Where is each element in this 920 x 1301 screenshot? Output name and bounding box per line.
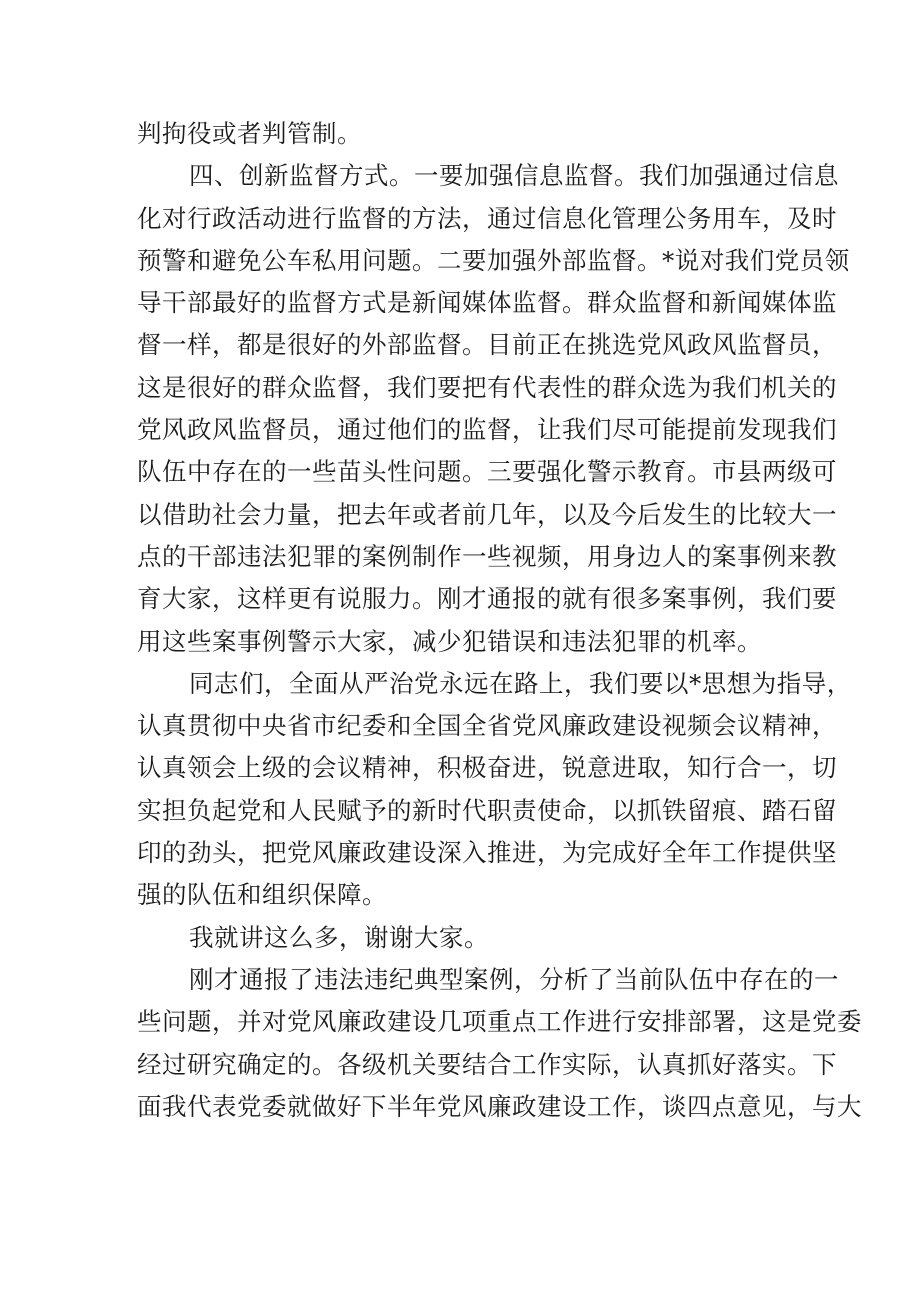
text-line: 化对行政活动进行监督的方法，通过信息化管理公务用车，及时 bbox=[137, 203, 837, 233]
text-line: 以借助社会力量，把去年或者前几年，以及今后发生的比较大一 bbox=[137, 499, 837, 529]
text-line: 党风政风监督员，通过他们的监督，让我们尽可能提前发现我们 bbox=[137, 415, 837, 445]
text-line: 认真领会上级的会议精神，积极奋进，锐意进取，知行合一，切 bbox=[137, 753, 837, 783]
text-line: 导干部最好的监督方式是新闻媒体监督。群众监督和新闻媒体监 bbox=[137, 288, 837, 318]
paragraph-comrades bbox=[137, 663, 852, 917]
text-line: 点的干部违法犯罪的案例制作一些视频，用身边人的案事例来教 bbox=[137, 541, 837, 571]
text-line: 经过研究确定的。各级机关要结合工作实际，认真抓好落实。下 bbox=[137, 1049, 837, 1079]
text-line: 用这些案事例警示大家，减少犯错误和违法犯罪的机率。 bbox=[137, 626, 762, 656]
text-line: 面我代表党委就做好下半年党风廉政建设工作，谈四点意见，与大 bbox=[137, 1091, 862, 1121]
text-line: 预警和避免公车私用问题。二要加强外部监督。*说对我们党员领 bbox=[137, 245, 850, 275]
text-line: 实担负起党和人民赋予的新时代职责使命，以抓铁留痕、踏石留 bbox=[137, 795, 837, 825]
document-body bbox=[137, 113, 862, 1128]
text-line: 认真贯彻中央省市纪委和全国全省党风廉政建设视频会议精神， bbox=[137, 711, 837, 741]
paragraph-innovate-supervision bbox=[137, 155, 850, 663]
text-line: 这是很好的群众监督，我们要把有代表性的群众选为我们机关的 bbox=[137, 372, 837, 402]
text-line: 些问题，并对党风廉政建设几项重点工作进行安排部署，这是党委 bbox=[137, 1007, 862, 1037]
text-line: 强的队伍和组织保障。 bbox=[137, 880, 387, 910]
text-line: 队伍中存在的一些苗头性问题。三要强化警示教育。市县两级可 bbox=[137, 457, 837, 487]
paragraph-thanks bbox=[137, 917, 792, 959]
paragraph-fragment-sentencing bbox=[137, 113, 792, 155]
text-line: 刚才通报了违法违纪典型案例，分析了当前队伍中存在的一 bbox=[189, 964, 839, 994]
text-line: 判拘役或者判管制。 bbox=[137, 119, 362, 148]
text-line: 育大家，这样更有说服力。刚才通报的就有很多案事例，我们要 bbox=[137, 584, 837, 614]
text-line: 四、创新监督方式。一要加强信息监督。我们加强通过信息 bbox=[189, 161, 839, 191]
paragraph-case-briefing bbox=[137, 959, 862, 1128]
text-line: 督一样，都是很好的外部监督。目前正在挑选党风政风监督员， bbox=[137, 330, 837, 360]
text-line: 同志们，全面从严治党永远在路上，我们要以*思想为指导， bbox=[189, 668, 852, 698]
text-line: 印的劲头，把党风廉政建设深入推进，为完成好全年工作提供坚 bbox=[137, 838, 837, 868]
text-line: 我就讲这么多，谢谢大家。 bbox=[189, 922, 489, 952]
